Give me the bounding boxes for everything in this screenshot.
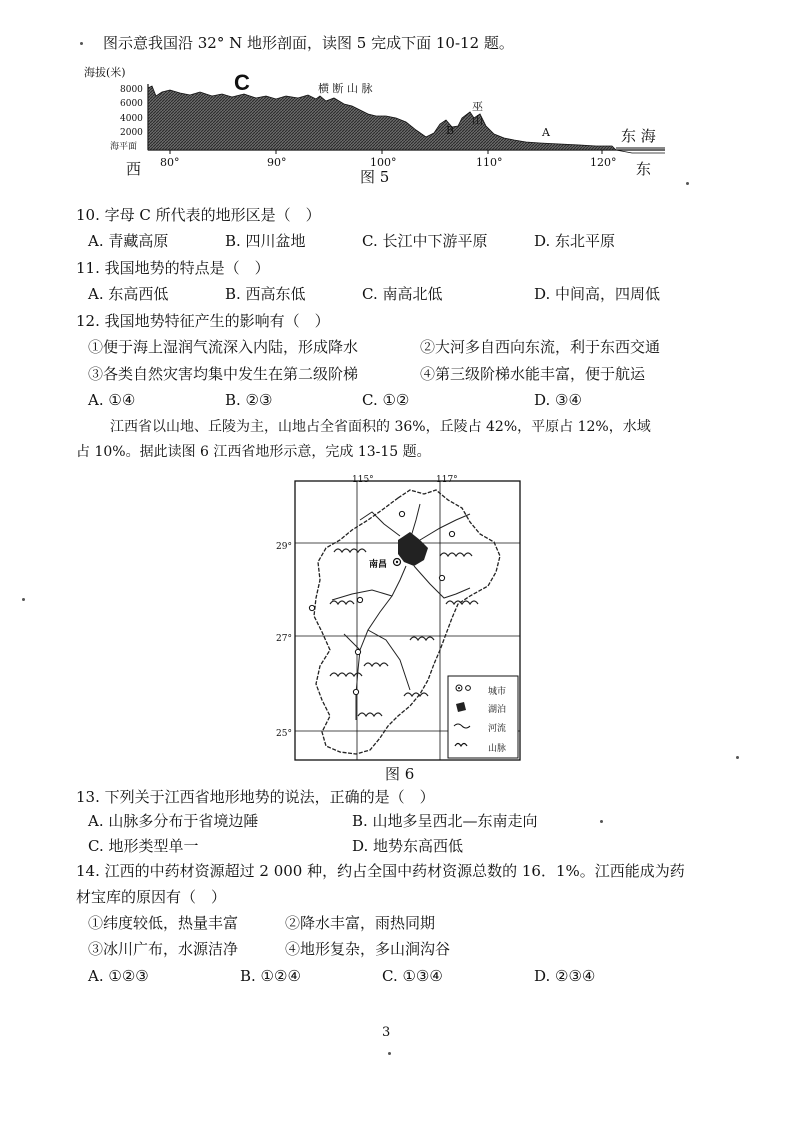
option-12a: A. ①④	[88, 391, 136, 409]
fig5-label-a: A	[542, 126, 550, 139]
fig6-city-label: 南昌	[369, 560, 388, 570]
fig6-legend-mountain: 山脉	[488, 744, 507, 754]
option-13a: A. 山脉多分布于省境边陲	[88, 812, 259, 830]
option-11b: B. 西高东低	[225, 285, 306, 303]
fig5-ytick: 2000	[120, 128, 143, 138]
question-12-stem: 12. 我国地势特征产生的影响有（ ）	[76, 312, 330, 330]
scan-speck	[686, 182, 689, 185]
fig6-legend-river: 河流	[488, 724, 507, 734]
option-12b: B. ②③	[225, 391, 273, 409]
option-14d: D. ②③④	[534, 967, 596, 985]
item-14-3: ③冰川广布，水源洁净	[88, 940, 239, 958]
option-13b: B. 山地多呈西北—东南走向	[352, 812, 538, 830]
question-13-stem: 13. 下列关于江西省地形地势的说法，正确的是（ ）	[76, 788, 435, 806]
option-14a: A. ①②③	[88, 967, 149, 985]
item-12-1: ①便于海上湿润气流深入内陆，形成降水	[88, 338, 359, 356]
fig5-label-wushan: 山	[472, 114, 483, 127]
fig5-xtick: 90°	[267, 156, 287, 169]
item-12-3: ③各类自然灾害均集中发生在第二级阶梯	[88, 365, 359, 383]
fig5-ylabel: 海拔(米)	[84, 66, 126, 79]
item-12-2: ②大河多自西向东流，利于东西交通	[420, 338, 661, 356]
fig5-east: 东	[636, 160, 652, 178]
fig5-ytick: 4000	[120, 114, 143, 124]
fig6-caption: 图 6	[385, 765, 415, 783]
fig5-ytick: 6000	[120, 99, 143, 109]
option-13c: C. 地形类型单一	[88, 837, 199, 855]
fig5-west: 西	[126, 160, 142, 178]
scan-speck	[736, 756, 739, 759]
option-12d: D. ③④	[534, 391, 582, 409]
intro-fig5: 图示意我国沿 32° N 地形剖面，读图 5 完成下面 10-12 题。	[103, 34, 514, 52]
fig5-ytick: 8000	[120, 85, 143, 95]
option-10a: A. 青藏高原	[88, 232, 169, 250]
fig5-xtick: 120°	[590, 156, 617, 169]
item-14-4: ④地形复杂，多山涧沟谷	[285, 940, 451, 958]
fig5-xtick: 110°	[476, 156, 503, 169]
fig5-label-wushan: 巫	[472, 100, 483, 113]
fig6-lat-label: 25°	[276, 729, 292, 739]
fig6-lat-label: 27°	[276, 634, 292, 644]
option-14b: B. ①②④	[240, 967, 301, 985]
fig6-legend-city: 城市	[488, 687, 507, 697]
scan-speck	[600, 820, 603, 823]
intro-fig6-line1: 江西省以山地、丘陵为主，山地占全省面积的 36%，丘陵占 42%，平原占 12%，水域	[110, 419, 651, 435]
fig5-ytick: 海平面	[110, 142, 138, 152]
fig5-label-donghai: 东 海	[621, 127, 656, 145]
intro-fig6-line2: 占 10%。据此读图 6 江西省地形示意，完成 13-15 题。	[76, 444, 431, 460]
page-number: 3	[382, 1025, 391, 1040]
fig5-label-c: C	[234, 70, 250, 95]
option-10b: B. 四川盆地	[225, 232, 306, 250]
question-14-stem-line1: 14. 江西的中药材资源超过 2 000 种，约占全国中药材资源总数的 16．1%。江西能成为药	[76, 862, 685, 880]
fig5-xtick: 80°	[160, 156, 180, 169]
fig5-caption: 图 5	[360, 168, 390, 186]
option-11d: D. 中间高，四周低	[534, 285, 661, 303]
option-10d: D. 东北平原	[534, 232, 616, 250]
item-12-4: ④第三级阶梯水能丰富，便于航运	[420, 365, 646, 383]
fig6-legend-lake: 湖泊	[488, 705, 507, 715]
fig6-lon-label: 117°	[436, 475, 458, 485]
fig5-label-b: B	[446, 124, 455, 137]
option-11c: C. 南高北低	[362, 285, 443, 303]
item-14-1: ①纬度较低，热量丰富	[88, 914, 239, 932]
item-14-2: ②降水丰富，雨热同期	[285, 914, 436, 932]
option-13d: D. 地势东高西低	[352, 837, 464, 855]
fig5-xtick: 100°	[370, 156, 397, 169]
fig6-lat-label: 29°	[276, 542, 292, 552]
question-14-stem-line2: 材宝库的原因有（ ）	[76, 888, 227, 906]
fig6-lon-label: 115°	[352, 475, 374, 485]
option-12c: C. ①②	[362, 391, 410, 409]
question-11-stem: 11. 我国地势的特点是（ ）	[76, 259, 270, 277]
option-10c: C. 长江中下游平原	[362, 232, 488, 250]
option-14c: C. ①③④	[382, 967, 443, 985]
scan-speck	[22, 598, 25, 601]
option-11a: A. 东高西低	[88, 285, 169, 303]
fig5-label-hengduan: 横 断 山 脉	[318, 82, 373, 95]
scan-speck	[80, 42, 83, 45]
question-10-stem: 10. 字母 C 所代表的地形区是（ ）	[76, 206, 321, 224]
scan-speck	[388, 1052, 391, 1055]
